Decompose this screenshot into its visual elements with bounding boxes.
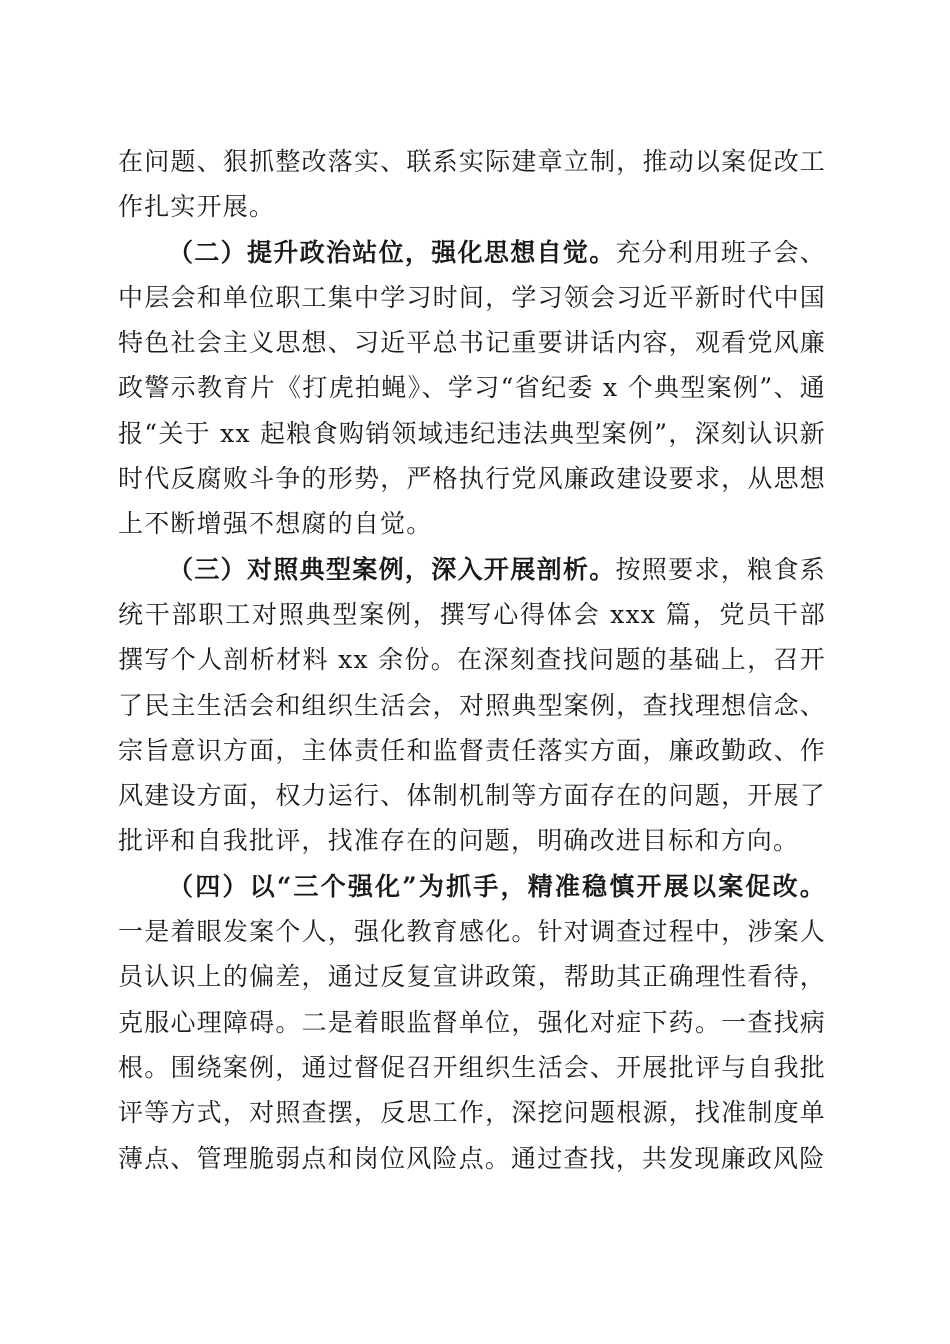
paragraph-section-4	[118, 864, 826, 1181]
section-4-heading: （四）以“三个强化”为抓手，精准稳慎开展以案促改。	[168, 871, 826, 901]
section-3-text: 按照要求，粮食系统干部职工对照典型案例，撰写心得体会 xxx 篇，党员干部撰写个人剖析材料 xx 余份。在深刻查找问题的基础上，召开了民主生活会和组织生活会，对照典型案例，查找理想信念、宗旨意识方面，主体责任和监督责任落实方面，廉政勤政、作风建设方面，权力运行、体制机制等方面存在的问题，开展了批评和自我批评，找准存在的问题，明确改进目标和方向。	[118, 554, 826, 856]
section-2-heading: （二）提升政治站位，强化思想自觉。	[168, 237, 616, 267]
section-2-text: 充分利用班子会、中层会和单位职工集中学习时间，学习领会习近平新时代中国特色社会主义思想、习近平总书记重要讲话内容，观看党风廉政警示教育片《打虎拍蝇》、学习“省纪委 x 个典型案例”、通报“关于 xx 起粮食购销领域违纪违法典型案例”，深刻认识新时代反腐败斗争的形势，严格执行党风廉政建设要求，从思想上不断增强不想腐的自觉。	[118, 237, 826, 539]
paragraph-section-3	[118, 547, 826, 864]
document-body	[118, 139, 826, 1181]
section-4-text: 一是着眼发案个人，强化教育感化。针对调查过程中，涉案人员认识上的偏差，通过反复宣讲政策，帮助其正确理性看待，克服心理障碍。二是着眼监督单位，强化对症下药。一查找病根。围绕案例，通过督促召开组织生活会、开展批评与自我批评等方式，对照查摆，反思工作，深挖问题根源，找准制度单薄点、管理脆弱点和岗位风险点。通过查找，共发现廉政风险	[118, 917, 826, 1173]
paragraph-continuation	[118, 139, 826, 230]
section-3-heading: （三）对照典型案例，深入开展剖析。	[168, 554, 616, 584]
paragraph-section-2	[118, 230, 826, 547]
paragraph-1-text: 在问题、狠抓整改落实、联系实际建章立制，推动以案促改工作扎实开展。	[118, 147, 826, 222]
